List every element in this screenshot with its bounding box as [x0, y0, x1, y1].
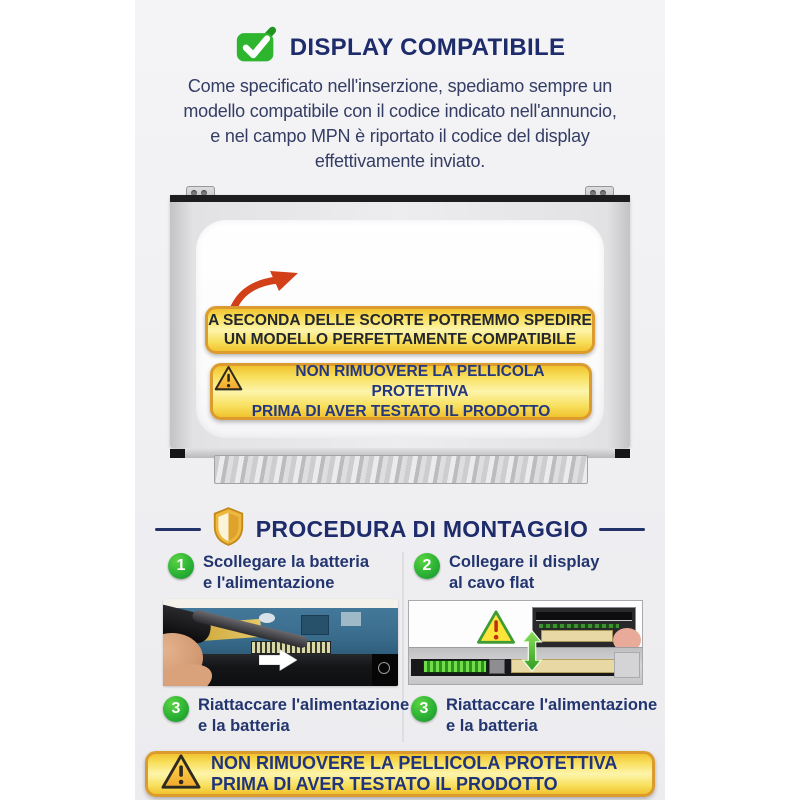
check-icon	[235, 26, 277, 69]
stock-warning-banner	[205, 306, 595, 354]
connector-inset-photo	[532, 607, 636, 649]
warning-icon	[213, 365, 244, 398]
step-badge: 3	[411, 696, 437, 722]
banner-line: A SECONDA DELLE SCORTE POTREMMO SPEDIRE	[208, 312, 592, 329]
step-badge: 2	[414, 553, 440, 579]
panel-foil-bar	[214, 455, 588, 484]
photo-connect-flat-cable	[408, 600, 643, 685]
step-2	[414, 552, 599, 594]
film-warning-banner	[210, 363, 592, 420]
step-text: Riattaccare l'alimentazione	[198, 696, 410, 714]
step-1	[168, 552, 369, 594]
panel-end-cap	[615, 449, 630, 458]
procedure-title: PROCEDURA DI MONTAGGIO	[255, 515, 589, 542]
panel-top-strip	[170, 195, 630, 202]
step-3-right	[411, 695, 657, 737]
banner-line: PRIMA DI AVER TESTATO IL PRODOTTO	[211, 774, 558, 794]
step-badge: 1	[168, 553, 194, 579]
photo-disconnect-battery	[163, 599, 398, 686]
warning-icon	[160, 753, 202, 796]
lcd-panel-graphic	[170, 186, 630, 486]
step-text: Collegare il display	[449, 553, 600, 571]
banner-line: UN MODELLO PERFETTAMENTE COMPATIBILE	[223, 331, 577, 348]
banner-line: NON RIMUOVERE LA PELLICOLA PROTETTIVA	[211, 753, 618, 773]
step-text: al cavo flat	[449, 574, 535, 592]
step-text: e la batteria	[446, 717, 538, 735]
procedure-header	[135, 506, 665, 552]
step-badge: 3	[163, 696, 189, 722]
banner-line: PRIMA DI AVER TESTATO IL PRODOTTO	[251, 402, 551, 420]
page-title: DISPLAY COMPATIBILE	[289, 33, 566, 61]
intro-line: effettivamente inviato.	[314, 151, 486, 171]
intro-line: modello compatibile con il codice indicato nell'annuncio,	[183, 101, 617, 121]
divider-line	[599, 528, 645, 531]
header	[135, 26, 665, 69]
step-3-left	[163, 695, 409, 737]
arrow-updown-icon	[521, 629, 543, 678]
footer-warning-banner	[145, 751, 655, 797]
intro-line: e nel campo MPN è riportato il codice del display	[210, 126, 590, 146]
step-text: Scollegare la batteria	[203, 553, 369, 571]
step-text: e l'alimentazione	[203, 574, 335, 592]
arrow-right-icon	[259, 649, 297, 676]
step-text: Riattaccare l'alimentazione	[446, 696, 658, 714]
banner-line: NON RIMUOVERE LA PELLICOLA PROTETTIVA	[295, 362, 545, 400]
divider-line	[155, 528, 201, 531]
intro-line: Come specificato nell'inserzione, spediamo sempre un	[187, 76, 613, 96]
shield-icon	[212, 506, 245, 552]
step-text: e la batteria	[198, 717, 290, 735]
warning-icon	[475, 609, 517, 651]
intro-paragraph	[140, 74, 660, 174]
panel-end-cap	[170, 449, 185, 458]
lvds-connector	[423, 660, 487, 673]
